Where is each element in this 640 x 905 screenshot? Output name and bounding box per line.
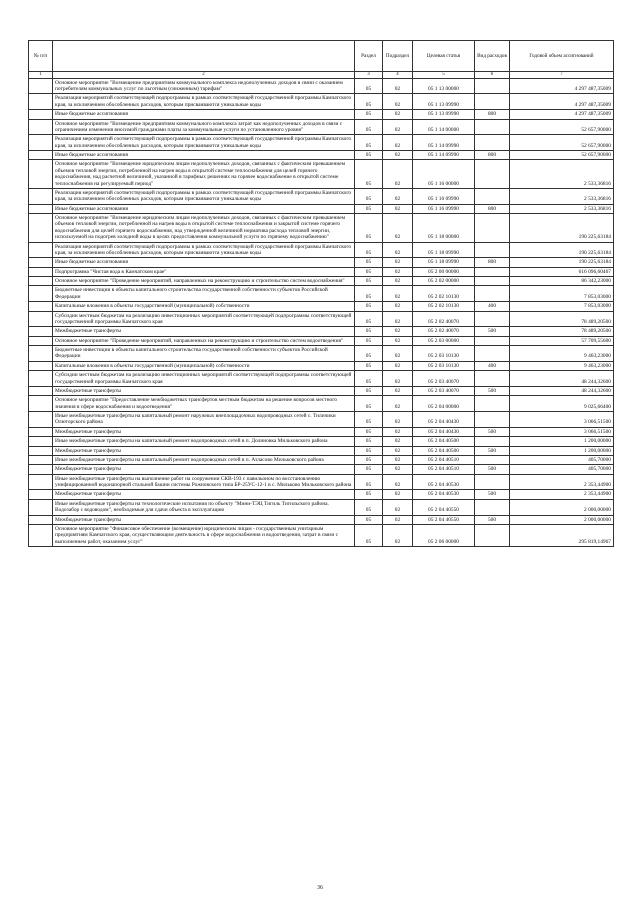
- cell-name: Подпрограмма "Чистая вода в Камчатском крае": [53, 267, 355, 276]
- cell-name: Иные межбюджетные трансферты на технологические испытания по объекту "Мини-ТЭЦ Тигиль Тигильского района. Водозабор с водоводом", необходимые для сдачи объекта в эксплуатацию: [53, 499, 355, 515]
- cell-num: [29, 515, 53, 524]
- table-row: [29, 361, 614, 370]
- cell-num: [29, 277, 53, 286]
- cell-sum: 2 000,00000: [510, 515, 614, 524]
- cell-kind: [475, 214, 510, 243]
- table-row: [29, 110, 614, 119]
- cell-podrazdel: 02: [383, 386, 413, 395]
- cell-razdel: 05: [355, 135, 383, 151]
- cell-sum: 2 533,36816: [510, 204, 614, 213]
- cell-num: [29, 427, 53, 436]
- cell-num: [29, 437, 53, 446]
- cell-razdel: 05: [355, 396, 383, 412]
- cell-razdel: 05: [355, 204, 383, 213]
- table-row: [29, 188, 614, 204]
- table-row: [29, 204, 614, 213]
- cell-podrazdel: 02: [383, 135, 413, 151]
- cell-sum: 9 463,23000: [510, 346, 614, 362]
- cell-kind: 500: [475, 446, 510, 455]
- cell-num: [29, 361, 53, 370]
- cell-podrazdel: 02: [383, 455, 413, 464]
- cell-article: 05 2 04 40530: [413, 474, 475, 490]
- cell-sum: 7 853,03000: [510, 286, 614, 302]
- cell-num: [29, 346, 53, 362]
- cell-podrazdel: 02: [383, 94, 413, 110]
- cell-razdel: 05: [355, 515, 383, 524]
- cell-podrazdel: 02: [383, 412, 413, 428]
- cell-razdel: 05: [355, 455, 383, 464]
- cell-sum: 3 066,51500: [510, 427, 614, 436]
- cell-article: 05 2 04 40430: [413, 427, 475, 436]
- cell-sum: 4 297 487,35009: [510, 94, 614, 110]
- cell-num: [29, 474, 53, 490]
- table-row: [29, 386, 614, 395]
- cell-razdel: 05: [355, 242, 383, 258]
- cell-podrazdel: 02: [383, 119, 413, 135]
- cell-num: [29, 499, 53, 515]
- cell-podrazdel: 02: [383, 371, 413, 387]
- cell-razdel: 05: [355, 160, 383, 189]
- cell-sum: 3 066,51500: [510, 412, 614, 428]
- cell-name: Субсидии местным бюджетам на реализацию инвестиционных мероприятий соответствующей подпрограммы соответствующей государственной программы Камчатского края: [53, 311, 355, 327]
- table-row: [29, 446, 614, 455]
- cell-num: [29, 110, 53, 119]
- cell-podrazdel: 02: [383, 524, 413, 546]
- table-row: [29, 302, 614, 311]
- cell-podrazdel: 02: [383, 242, 413, 258]
- header-sum: Годовой объем ассигнований: [510, 41, 614, 72]
- cell-podrazdel: 02: [383, 286, 413, 302]
- cell-num: [29, 188, 53, 204]
- cell-name: Межбюджетные трансферты: [53, 446, 355, 455]
- table-row: [29, 277, 614, 286]
- cell-razdel: 05: [355, 412, 383, 428]
- cell-razdel: 05: [355, 258, 383, 267]
- cell-podrazdel: 02: [383, 465, 413, 474]
- cell-num: [29, 336, 53, 345]
- table-row: [29, 371, 614, 387]
- cell-kind: 500: [475, 427, 510, 436]
- cell-name: Реализация мероприятий соответствующей подпрограммы в рамках соответствующей государственной программы Камчатского края, за исключением обособленных расходов, которым присваиваются уникальные коды: [53, 94, 355, 110]
- cell-article: 05 2 03 00000: [413, 336, 475, 345]
- cell-article: 05 2 04 40500: [413, 437, 475, 446]
- cell-article: 05 2 02 10130: [413, 302, 475, 311]
- table-row: [29, 78, 614, 94]
- cell-kind: [475, 346, 510, 362]
- cell-name: Субсидии местным бюджетам на реализацию инвестиционных мероприятий соответствующей подпрограммы соответствующей государственной программы Камчатского края: [53, 371, 355, 387]
- cell-article: 05 2 03 40070: [413, 371, 475, 387]
- cell-num: [29, 119, 53, 135]
- cell-name: Бюджетные инвестиции в объекты капитального строительства государственной собственности субъектов Российской Федерации: [53, 346, 355, 362]
- header-name: [53, 41, 355, 72]
- cell-podrazdel: 02: [383, 267, 413, 276]
- cell-name: Иные бюджетные ассигнования: [53, 110, 355, 119]
- cell-article: 05 1 13 09990: [413, 110, 475, 119]
- cell-num: [29, 311, 53, 327]
- cell-razdel: 05: [355, 361, 383, 370]
- cell-article: 05 2 04 40510: [413, 465, 475, 474]
- header-row: [29, 41, 614, 72]
- cell-kind: [475, 499, 510, 515]
- header-razdel: Раздел: [355, 41, 383, 72]
- table-row: [29, 135, 614, 151]
- cell-podrazdel: 02: [383, 160, 413, 189]
- cell-kind: 800: [475, 110, 510, 119]
- cell-kind: 400: [475, 302, 510, 311]
- cell-name: Межбюджетные трансферты: [53, 427, 355, 436]
- header-num: № п/п: [29, 41, 53, 72]
- cell-article: 05 2 04 00000: [413, 396, 475, 412]
- cell-name: Капитальные вложения в объекты государственной (муниципальной) собственности: [53, 302, 355, 311]
- cell-kind: [475, 277, 510, 286]
- cell-sum: 57 709,55600: [510, 336, 614, 345]
- cell-kind: [475, 396, 510, 412]
- cell-article: 05 1 16 09990: [413, 204, 475, 213]
- index-cell: 5: [413, 72, 475, 79]
- cell-article: 05 1 16 00000: [413, 160, 475, 189]
- cell-razdel: 05: [355, 327, 383, 336]
- cell-sum: 405,70000: [510, 465, 614, 474]
- cell-name: Реализация мероприятий соответствующей подпрограммы в рамках соответствующей государственной программы Камчатского края, за исключением обособленных расходов, которым присваиваются уникальные коды: [53, 242, 355, 258]
- cell-name: Основное мероприятие "Проведение мероприятий, направленных на реконструкцию и строительство систем водоотведения": [53, 336, 355, 345]
- index-row: [29, 72, 614, 79]
- cell-razdel: 05: [355, 427, 383, 436]
- cell-sum: 86 342,23000: [510, 277, 614, 286]
- cell-name: Межбюджетные трансферты: [53, 386, 355, 395]
- cell-article: 05 2 02 00000: [413, 277, 475, 286]
- cell-article: 05 1 16 09990: [413, 188, 475, 204]
- cell-name: Основное мероприятие "Возмещение предприятиям коммунального комплекса затрат как недополученных доходов в связи с ограничением изменения вносимой гражданами платы за коммунальные услуги по установленного уровня": [53, 119, 355, 135]
- table-row: [29, 327, 614, 336]
- index-cell: 3: [355, 72, 383, 79]
- cell-sum: 1 200,00000: [510, 437, 614, 446]
- header-kind: Вид расходов: [475, 41, 510, 72]
- cell-kind: [475, 267, 510, 276]
- cell-sum: 190 225,63184: [510, 258, 614, 267]
- index-cell: 4: [383, 72, 413, 79]
- table-row: [29, 160, 614, 189]
- cell-sum: 2 353,44900: [510, 474, 614, 490]
- table-row: [29, 286, 614, 302]
- cell-razdel: 05: [355, 446, 383, 455]
- table-row: [29, 437, 614, 446]
- cell-article: 05 2 02 40070: [413, 327, 475, 336]
- table-body: [29, 78, 614, 546]
- cell-razdel: 05: [355, 336, 383, 345]
- cell-podrazdel: 02: [383, 78, 413, 94]
- cell-sum: 48 244,32600: [510, 371, 614, 387]
- cell-kind: [475, 311, 510, 327]
- cell-num: [29, 160, 53, 189]
- cell-podrazdel: 02: [383, 336, 413, 345]
- cell-razdel: 05: [355, 214, 383, 243]
- cell-razdel: 05: [355, 119, 383, 135]
- cell-razdel: 05: [355, 78, 383, 94]
- cell-article: 05 1 14 09990: [413, 135, 475, 151]
- header-article: Целевая статья: [413, 41, 475, 72]
- cell-sum: 2 000,00000: [510, 499, 614, 515]
- cell-num: [29, 94, 53, 110]
- cell-razdel: 05: [355, 474, 383, 490]
- cell-name: Иные межбюджетные трансферты на капитальный ремонт водопроводных сетей в п. Долиновка Мильковского района: [53, 437, 355, 446]
- cell-num: [29, 286, 53, 302]
- cell-name: Межбюджетные трансферты: [53, 327, 355, 336]
- cell-podrazdel: 02: [383, 490, 413, 499]
- cell-razdel: 05: [355, 94, 383, 110]
- cell-kind: 500: [475, 327, 510, 336]
- cell-kind: 500: [475, 386, 510, 395]
- cell-name: Основное мероприятие "Финансовое обеспечение (возмещение) юридическим лицам - государственным унитарным предприятиям Камчатского края, осуществляющим деятельность в сфере водоснабжения и водоотведения, затрат в связи с выполнением работ, оказанием услуг": [53, 524, 355, 546]
- cell-podrazdel: 02: [383, 499, 413, 515]
- cell-kind: [475, 135, 510, 151]
- cell-name: Основное мероприятие "Возмещение юридическим лицам недополученных доходов, связанных с фактическим превышением объемов тепловой энергии, потребленной на нагрев воды в открытой системе теплоснабжения и закрытой системе горячего водоснабжения для целей горячего водоснабжения, над утвержденной величиной норматива расхода тепловой энергии, используемой на подогрев холодной воды в целях предоставления коммунальной услуги по горячему водоснабжению": [53, 214, 355, 243]
- table-row: [29, 214, 614, 243]
- cell-sum: 616 096,60467: [510, 267, 614, 276]
- cell-num: [29, 490, 53, 499]
- table-row: [29, 151, 614, 160]
- cell-sum: 190 225,63184: [510, 214, 614, 243]
- table-row: [29, 412, 614, 428]
- cell-podrazdel: 02: [383, 427, 413, 436]
- cell-podrazdel: 02: [383, 277, 413, 286]
- cell-kind: 500: [475, 465, 510, 474]
- cell-razdel: 05: [355, 188, 383, 204]
- cell-sum: 52 657,90000: [510, 151, 614, 160]
- cell-article: 05 1 13 09990: [413, 94, 475, 110]
- table-row: [29, 94, 614, 110]
- cell-article: 05 2 04 40510: [413, 455, 475, 464]
- cell-razdel: 05: [355, 386, 383, 395]
- cell-article: 05 2 02 40070: [413, 311, 475, 327]
- cell-sum: 405,70000: [510, 455, 614, 464]
- cell-num: [29, 302, 53, 311]
- page-number: 36: [317, 885, 323, 891]
- cell-num: [29, 386, 53, 395]
- cell-name: Реализация мероприятий соответствующей подпрограммы в рамках соответствующей государственной программы Камчатского края, за исключением обособленных расходов, которым присваиваются уникальные коды: [53, 135, 355, 151]
- cell-num: [29, 78, 53, 94]
- cell-kind: [475, 78, 510, 94]
- cell-kind: [475, 437, 510, 446]
- cell-num: [29, 267, 53, 276]
- cell-razdel: 05: [355, 465, 383, 474]
- cell-sum: 190 225,63184: [510, 242, 614, 258]
- cell-sum: 7 853,03000: [510, 302, 614, 311]
- cell-razdel: 05: [355, 499, 383, 515]
- cell-podrazdel: 02: [383, 302, 413, 311]
- cell-article: 05 2 03 10130: [413, 346, 475, 362]
- index-cell: 2: [53, 72, 355, 79]
- cell-kind: [475, 455, 510, 464]
- cell-name: Иные бюджетные ассигнования: [53, 258, 355, 267]
- cell-kind: [475, 94, 510, 110]
- index-cell: 7: [510, 72, 614, 79]
- cell-sum: 4 297 487,35009: [510, 110, 614, 119]
- cell-kind: 400: [475, 361, 510, 370]
- cell-razdel: 05: [355, 277, 383, 286]
- cell-name: Иные бюджетные ассигнования: [53, 204, 355, 213]
- cell-article: 05 2 03 40070: [413, 386, 475, 395]
- cell-num: [29, 258, 53, 267]
- cell-sum: 2 533,36816: [510, 188, 614, 204]
- cell-kind: [475, 119, 510, 135]
- cell-article: 05 2 04 40530: [413, 490, 475, 499]
- table-row: [29, 524, 614, 546]
- cell-num: [29, 242, 53, 258]
- cell-name: Капитальные вложения в объекты государственной (муниципальной) собственности: [53, 361, 355, 370]
- cell-name: Иные межбюджетные трансферты на выполнение работ на сооружении СКВ-193 с павильоном по восстановлению унифицированной водонапорной стальной башни системы Рожновского типа БР-25УС-12-1 в с. Мильково Мильковского района: [53, 474, 355, 490]
- cell-num: [29, 214, 53, 243]
- cell-sum: 2 353,44900: [510, 490, 614, 499]
- cell-num: [29, 446, 53, 455]
- table-row: [29, 346, 614, 362]
- cell-kind: [475, 242, 510, 258]
- cell-podrazdel: 02: [383, 361, 413, 370]
- table-row: [29, 499, 614, 515]
- cell-sum: 78 489,20500: [510, 327, 614, 336]
- cell-sum: 1 200,00000: [510, 446, 614, 455]
- cell-article: 05 2 03 10130: [413, 361, 475, 370]
- cell-kind: [475, 474, 510, 490]
- table-row: [29, 267, 614, 276]
- cell-article: 05 2 04 40550: [413, 499, 475, 515]
- table-row: [29, 311, 614, 327]
- cell-razdel: 05: [355, 371, 383, 387]
- cell-num: [29, 465, 53, 474]
- cell-kind: 800: [475, 151, 510, 160]
- cell-razdel: 05: [355, 302, 383, 311]
- cell-podrazdel: 02: [383, 396, 413, 412]
- cell-num: [29, 151, 53, 160]
- cell-kind: 800: [475, 258, 510, 267]
- cell-article: 05 2 06 00000: [413, 524, 475, 546]
- cell-razdel: 05: [355, 151, 383, 160]
- cell-razdel: 05: [355, 267, 383, 276]
- cell-name: Основное мероприятие "Возмещение юридическим лицам недополученных доходов, связанных с фактическим превышением объемов тепловой энергии, потребленной на нагрев воды в открытой системе теплоснабжения для целей горячего водоснабжения, над расчетной величиной, указанной в тарифных решениях на горячее водоснабжение в открытой системе теплоснабжения на регулируемый период": [53, 160, 355, 189]
- cell-name: Межбюджетные трансферты: [53, 490, 355, 499]
- cell-kind: [475, 371, 510, 387]
- cell-podrazdel: 02: [383, 151, 413, 160]
- cell-name: Иные бюджетные ассигнования: [53, 151, 355, 160]
- cell-sum: 9 463,23000: [510, 361, 614, 370]
- cell-razdel: 05: [355, 524, 383, 546]
- cell-podrazdel: 02: [383, 446, 413, 455]
- cell-name: Межбюджетные трансферты: [53, 515, 355, 524]
- cell-razdel: 05: [355, 110, 383, 119]
- cell-article: 05 1 18 09990: [413, 242, 475, 258]
- table-row: [29, 396, 614, 412]
- cell-name: Межбюджетные трансферты: [53, 465, 355, 474]
- cell-podrazdel: 02: [383, 346, 413, 362]
- cell-kind: [475, 412, 510, 428]
- cell-num: [29, 204, 53, 213]
- cell-sum: 4 297 487,35009: [510, 78, 614, 94]
- cell-podrazdel: 02: [383, 188, 413, 204]
- cell-article: 05 2 04 40430: [413, 412, 475, 428]
- cell-razdel: 05: [355, 311, 383, 327]
- table-row: [29, 336, 614, 345]
- cell-num: [29, 412, 53, 428]
- cell-article: 05 1 18 09990: [413, 258, 475, 267]
- cell-sum: 48 244,32600: [510, 386, 614, 395]
- cell-article: 05 1 14 09990: [413, 151, 475, 160]
- table-row: [29, 465, 614, 474]
- cell-kind: [475, 160, 510, 189]
- cell-sum: 2 533,36816: [510, 160, 614, 189]
- cell-num: [29, 524, 53, 546]
- cell-name: Иные межбюджетные трансферты на капитальный ремонт наружных внеплощадочных водопроводных сетей с. Тиличики Олюторского района: [53, 412, 355, 428]
- table-row: [29, 119, 614, 135]
- cell-kind: 800: [475, 204, 510, 213]
- index-cell: 1: [29, 72, 53, 79]
- cell-kind: [475, 524, 510, 546]
- cell-podrazdel: 02: [383, 110, 413, 119]
- cell-razdel: 05: [355, 490, 383, 499]
- cell-podrazdel: 02: [383, 327, 413, 336]
- table-row: [29, 258, 614, 267]
- cell-podrazdel: 02: [383, 474, 413, 490]
- cell-article: 05 1 18 00000: [413, 214, 475, 243]
- cell-num: [29, 396, 53, 412]
- cell-razdel: 05: [355, 346, 383, 362]
- cell-article: 05 2 04 40500: [413, 446, 475, 455]
- index-cell: 6: [475, 72, 510, 79]
- table-row: [29, 490, 614, 499]
- cell-kind: 500: [475, 515, 510, 524]
- cell-sum: 295 819,14967: [510, 524, 614, 546]
- cell-name: Бюджетные инвестиции в объекты капитального строительства государственной собственности субъектов Российской Федерации: [53, 286, 355, 302]
- header-podrazdel: Подраздел: [383, 41, 413, 72]
- table-row: [29, 242, 614, 258]
- cell-kind: 500: [475, 490, 510, 499]
- cell-podrazdel: 02: [383, 437, 413, 446]
- cell-razdel: 05: [355, 437, 383, 446]
- cell-podrazdel: 02: [383, 515, 413, 524]
- cell-kind: [475, 286, 510, 302]
- cell-name: Основное мероприятие "Проведение мероприятий, направленных на реконструкцию и строительство систем водоснабжения": [53, 277, 355, 286]
- cell-kind: [475, 188, 510, 204]
- cell-article: 05 2 00 00000: [413, 267, 475, 276]
- cell-sum: 78 489,20500: [510, 311, 614, 327]
- cell-num: [29, 371, 53, 387]
- cell-name: Основное мероприятие "Предоставление межбюджетных трансфертов местным бюджетам на решение вопросов местного значения в сфере водоснабжения и водоотведения": [53, 396, 355, 412]
- table-row: [29, 515, 614, 524]
- cell-sum: 52 657,90000: [510, 119, 614, 135]
- cell-podrazdel: 02: [383, 204, 413, 213]
- cell-num: [29, 455, 53, 464]
- table-row: [29, 474, 614, 490]
- table-row: [29, 427, 614, 436]
- cell-num: [29, 135, 53, 151]
- cell-article: 05 2 04 40550: [413, 515, 475, 524]
- cell-sum: 52 657,90000: [510, 135, 614, 151]
- cell-podrazdel: 02: [383, 258, 413, 267]
- budget-table: [28, 40, 614, 547]
- cell-article: 05 1 14 00000: [413, 119, 475, 135]
- cell-num: [29, 327, 53, 336]
- cell-razdel: 05: [355, 286, 383, 302]
- cell-sum: 9 025,66400: [510, 396, 614, 412]
- cell-kind: [475, 336, 510, 345]
- cell-name: Реализация мероприятий соответствующей подпрограммы в рамках соответствующей государственной программы Камчатского края, за исключением обособленных расходов, которым присваиваются уникальные коды: [53, 188, 355, 204]
- cell-podrazdel: 02: [383, 311, 413, 327]
- table-row: [29, 455, 614, 464]
- cell-name: Иные межбюджетные трансферты на капитальный ремонт водопроводных сетей в п. Атласово Мильковского района: [53, 455, 355, 464]
- cell-article: 05 1 13 00000: [413, 78, 475, 94]
- cell-podrazdel: 02: [383, 214, 413, 243]
- cell-article: 05 2 02 10130: [413, 286, 475, 302]
- cell-name: Основное мероприятие "Возмещение предприятиям коммунального комплекса недополученных доходов в связи с оказанием потребителям коммунальных услуг по льготным (сниженным) тарифам": [53, 78, 355, 94]
